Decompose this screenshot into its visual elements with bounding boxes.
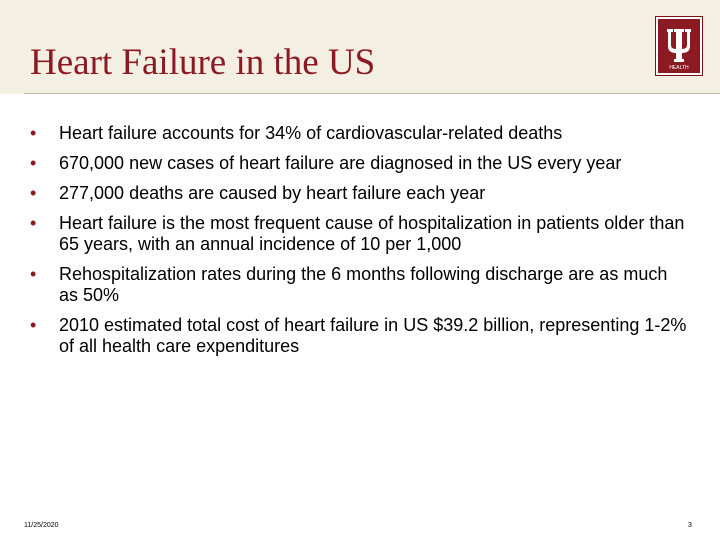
bullet-point: • bbox=[30, 264, 37, 284]
list-item bbox=[30, 153, 690, 174]
bullet-text: Heart failure is the most frequent cause of hospitalization in patients older than 65 years, with an annual incidence of 10 per 1,000 bbox=[59, 213, 685, 254]
bullet-point: • bbox=[30, 123, 37, 143]
bullet-text: Rehospitalization rates during the 6 months following discharge are as much as 50% bbox=[59, 264, 668, 305]
page-number: 3 bbox=[688, 522, 692, 529]
list-item bbox=[30, 213, 690, 255]
bullet-point: • bbox=[30, 153, 37, 173]
bullet-point: • bbox=[30, 183, 37, 203]
trident-logo-icon bbox=[656, 17, 702, 75]
bullet-point: • bbox=[30, 315, 37, 335]
header-divider bbox=[24, 93, 720, 94]
footer-date: 11/25/2020 bbox=[24, 522, 59, 529]
list-item bbox=[30, 123, 690, 144]
bullet-text: 670,000 new cases of heart failure are diagnosed in the US every year bbox=[59, 153, 622, 173]
slide-title: Heart Failure in the US bbox=[30, 42, 376, 83]
logo-text: HEALTH bbox=[669, 65, 689, 71]
bullet-point: • bbox=[30, 213, 37, 233]
bullet-text: 2010 estimated total cost of heart failure in US $39.2 billion, representing 1-2% of all health care expenditures bbox=[59, 315, 687, 356]
list-item bbox=[30, 183, 690, 204]
list-item bbox=[30, 315, 690, 357]
bullet-text: 277,000 deaths are caused by heart failure each year bbox=[59, 183, 486, 203]
bullet-list bbox=[30, 123, 690, 357]
bullet-text: Heart failure accounts for 34% of cardiovascular-related deaths bbox=[59, 123, 563, 143]
slide-header bbox=[0, 0, 720, 94]
list-item bbox=[30, 264, 690, 306]
